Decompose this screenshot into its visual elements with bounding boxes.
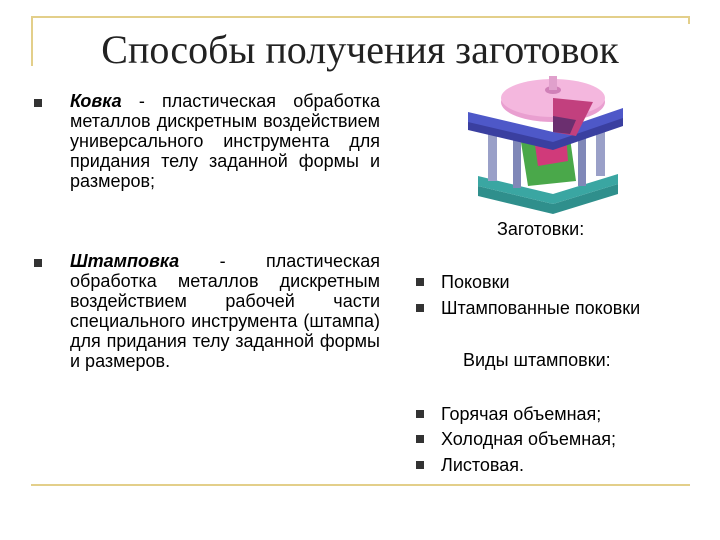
bullet-marker [416,278,424,286]
bullet-text: - пластическая обработка металлов дискретным воздействием универсального инструмента для придания телу заданной формы и размеров; [70,91,380,191]
bullet-marker [416,461,424,469]
bullet-term: Штамповка [70,251,180,271]
types-item: Холодная объемная; [441,429,616,449]
frame-right-line [688,16,690,24]
frame-bottom-line [31,484,690,486]
types-item: Горячая объемная; [441,404,602,424]
slide-title: Способы получения заготовок [101,27,619,72]
bullet-marker [416,304,424,312]
bullet-forging [70,91,380,191]
blanks-item: Штампованные поковки [441,298,641,318]
bullet-marker [34,99,42,107]
frame-left-line [31,16,33,66]
bullet-term: Ковка [70,91,122,111]
types-item: Листовая. [441,455,525,475]
bullet-marker [416,435,424,443]
bullet-stamping [70,251,380,371]
stamping-die-illustration [458,76,628,214]
bullet-text: - пластическая обработка металлов дискретным воздействием рабочей части специального инструмента (штампа) для придания телу заданной формы и размеров. [70,251,380,371]
types-caption: Виды штамповки: [463,350,611,370]
bullet-marker [34,259,42,267]
frame-top-line [31,16,690,18]
blanks-item: Поковки [441,272,510,292]
bullet-marker [416,410,424,418]
blanks-caption: Заготовки: [497,219,585,239]
